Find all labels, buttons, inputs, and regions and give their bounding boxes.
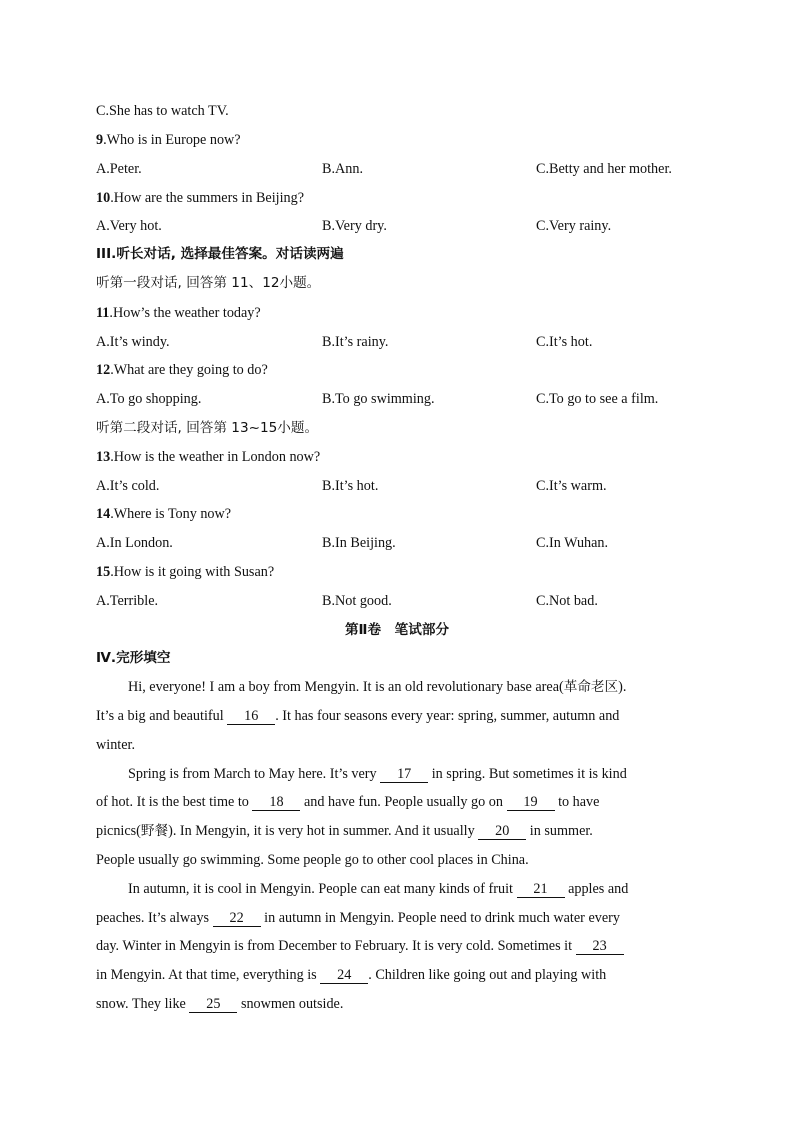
question-number: 10 [96,190,111,206]
question-text: .How is it going with Susan? [110,564,275,580]
text: picnics( [96,823,141,839]
cloze-p3-line5 [96,994,696,1014]
question-number: 15 [96,564,111,580]
question-number: 9 [96,132,104,148]
cloze-p1-line3: winter. [96,737,136,753]
part-2-title: 第Ⅱ卷 笔试部分 [344,622,450,638]
text: . Children like going out and playing with [368,967,607,983]
dialog-2-intro: 听第二段对话, 回答第 13~15小题。 [96,420,319,436]
blank-16[interactable]: 16 [227,708,275,725]
blank-17[interactable]: 17 [380,766,428,783]
q11-option-a: A.It’s windy. [96,334,170,350]
blank-24[interactable]: 24 [320,967,368,984]
text: in autumn in Mengyin. People need to drink much water every [260,910,620,926]
cloze-p2-line1 [128,764,728,784]
q10-option-a: A.Very hot. [96,218,162,234]
q15-option-b: B.Not good. [322,593,392,609]
q14-option-c: C.In Wuhan. [536,535,609,551]
q12-option-a: A.To go shopping. [96,391,202,407]
cloze-p2-line2 [96,792,696,812]
q13-option-c: C.It’s warm. [536,478,607,494]
text: It’s a big and beautiful [96,708,228,724]
cloze-p3-line3 [96,936,696,956]
question-10 [96,188,304,208]
cloze-p1-line1 [128,677,728,697]
text: and have fun. People usually go on [300,794,507,810]
q13-option-a: A.It’s cold. [96,478,160,494]
q9-option-b: B.Ann. [322,161,363,177]
q11-option-b: B.It’s rainy. [322,334,389,350]
q8-option-c: C.She has to watch TV. [96,103,229,119]
q10-option-b: B.Very dry. [322,218,387,234]
question-text: .How is the weather in London now? [110,449,321,465]
cloze-p1-line2 [96,706,696,726]
blank-19[interactable]: 19 [507,794,555,811]
question-text: .Where is Tony now? [110,506,232,522]
chinese-text: 革命老区 [563,679,619,695]
chinese-text: 野餐 [140,823,169,839]
q12-option-c: C.To go to see a film. [536,391,659,407]
question-14 [96,504,231,524]
question-number: 12 [96,362,111,378]
text: of hot. It is the best time to [96,794,253,810]
q15-option-a: A.Terrible. [96,593,159,609]
q10-option-c: C.Very rainy. [536,218,612,234]
question-9 [96,130,241,150]
question-text: .What are they going to do? [110,362,268,378]
cloze-p3-line1 [128,879,728,899]
text: day. Winter in Mengyin is from December to February. It is very cold. Sometimes it [96,938,576,954]
text: snowmen outside. [237,996,344,1012]
text: ). [618,679,627,695]
question-number: 13 [96,449,111,465]
blank-23[interactable]: 23 [576,938,624,955]
question-12 [96,360,268,380]
q14-option-b: B.In Beijing. [322,535,396,551]
text: Hi, everyone! I am a boy from Mengyin. It is an old revolutionary base area( [128,679,564,695]
text: in summer. [526,823,593,839]
cloze-p2-line4: People usually go swimming. Some people go to other cool places in China. [96,852,529,868]
text: peaches. It’s always [96,910,213,926]
text: snow. They like [96,996,190,1012]
section-4-title: Ⅳ.完形填空 [96,650,171,666]
question-text: .Who is in Europe now? [103,132,241,148]
section-3-title: III.听长对话, 选择最佳答案。对话读两遍 [96,246,344,262]
q9-option-c: C.Betty and her mother. [536,161,672,177]
blank-22[interactable]: 22 [213,910,261,927]
cloze-p3-line4 [96,965,696,985]
blank-25[interactable]: 25 [189,996,237,1013]
text: . It has four seasons every year: spring, summer, autumn and [275,708,620,724]
q9-option-a: A.Peter. [96,161,142,177]
text: apples and [564,881,629,897]
text: ). In Mengyin, it is very hot in summer. And it usually [168,823,479,839]
text: In autumn, it is cool in Mengyin. People can eat many kinds of fruit [128,881,517,897]
q15-option-c: C.Not bad. [536,593,598,609]
question-text: .How’s the weather today? [109,305,261,321]
question-13 [96,447,320,467]
q14-option-a: A.In London. [96,535,173,551]
text: Spring is from March to May here. It’s very [128,766,381,782]
q13-option-b: B.It’s hot. [322,478,379,494]
q11-option-c: C.It’s hot. [536,334,593,350]
cloze-p3-line2 [96,908,696,928]
question-number: 11 [96,305,110,321]
question-number: 14 [96,506,111,522]
question-11 [96,303,261,323]
blank-20[interactable]: 20 [478,823,526,840]
dialog-1-intro: 听第一段对话, 回答第 11、12小题。 [96,275,321,291]
q12-option-b: B.To go swimming. [322,391,435,407]
cloze-p2-line3 [96,821,696,841]
question-text: .How are the summers in Beijing? [110,190,305,206]
blank-21[interactable]: 21 [517,881,565,898]
text: to have [554,794,600,810]
text: in Mengyin. At that time, everything is [96,967,321,983]
blank-18[interactable]: 18 [252,794,300,811]
text: in spring. But sometimes it is kind [428,766,627,782]
question-15 [96,562,274,582]
